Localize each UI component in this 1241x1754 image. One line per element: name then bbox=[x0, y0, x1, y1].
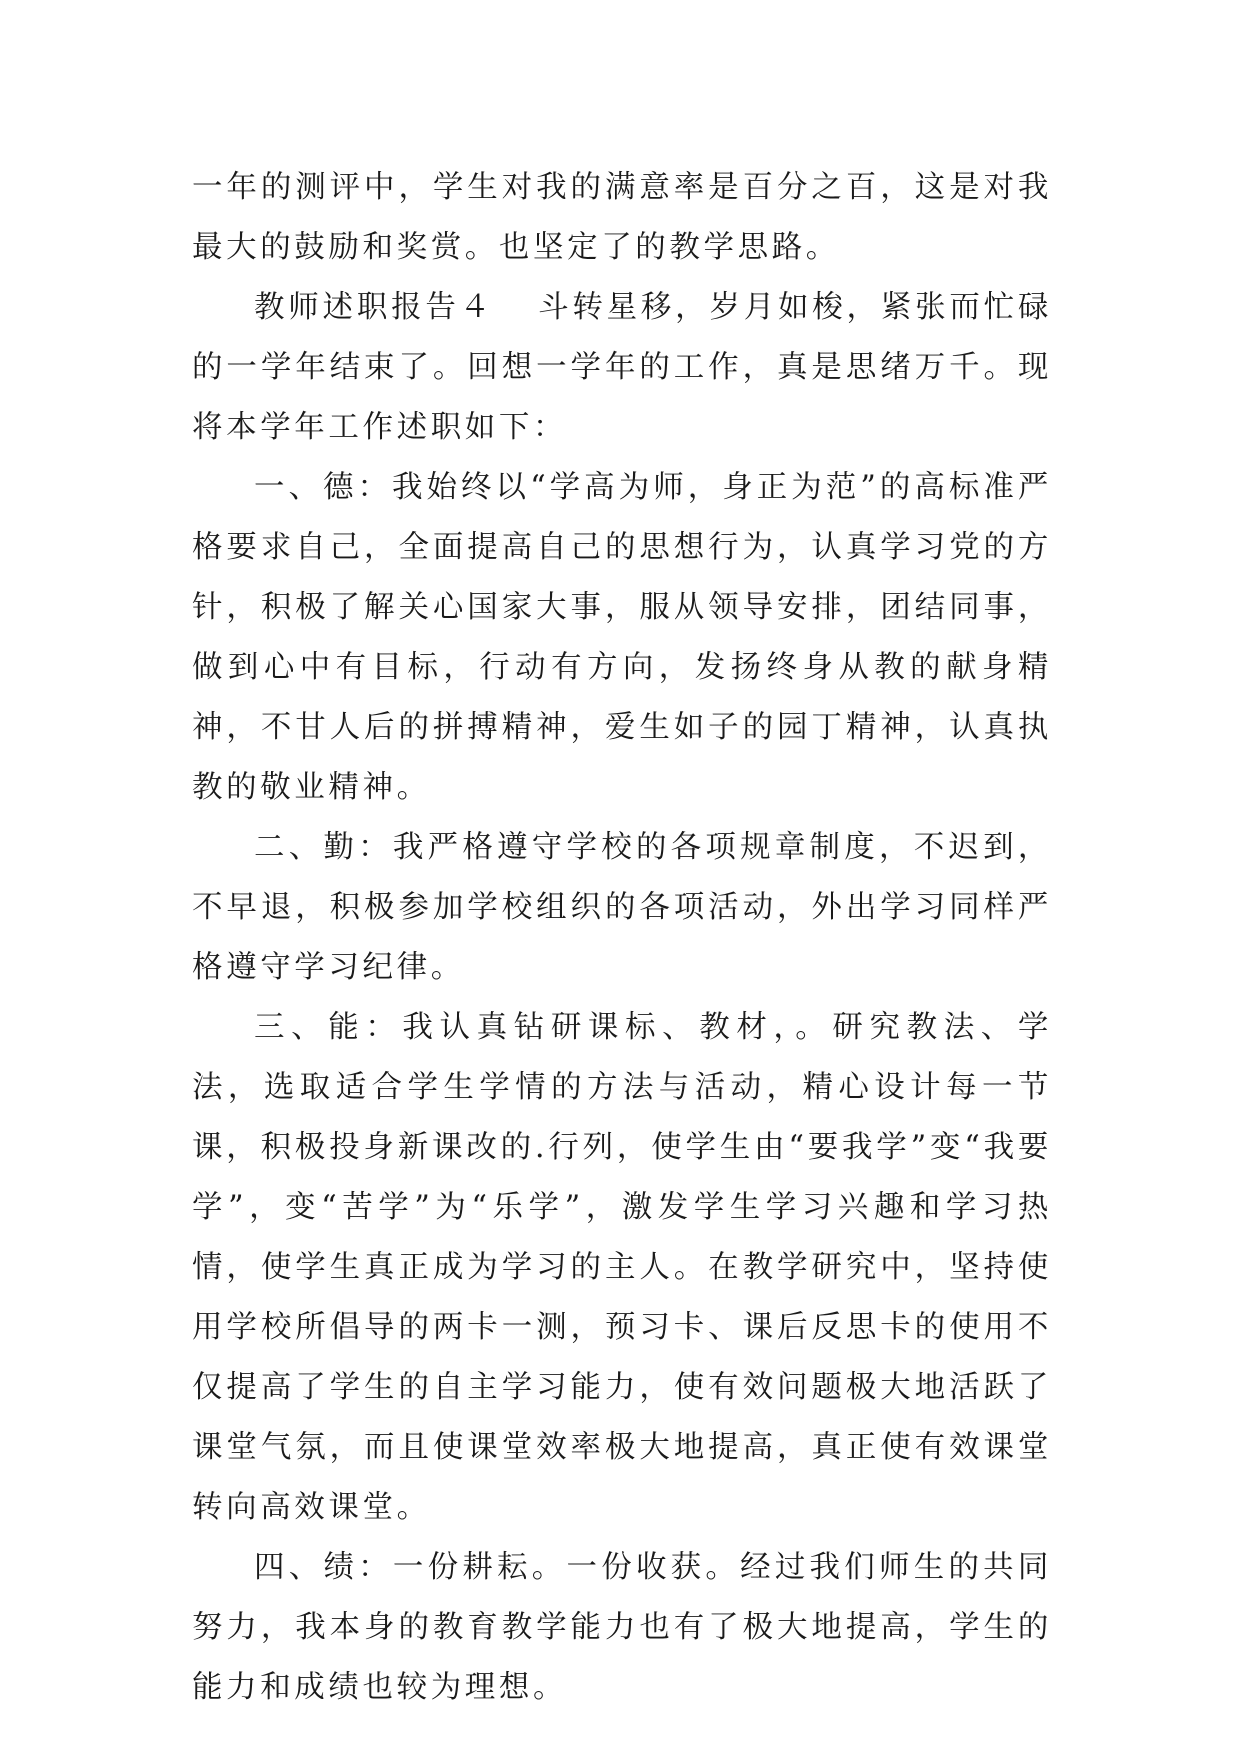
paragraph-diligence: 二、勤：我严格遵守学校的各项规章制度，不迟到，不早退，积极参加学校组织的各项活动，外出学习同样严格遵守学习纪律。 bbox=[192, 830, 1052, 985]
paragraph-ability: 三、能：我认真钻研课标、教材，。研究教法、学法，选取适合学生学情的方法与活动，精心设计每一节课，积极投身新课改的.行列，使学生由“要我学”变“我要学”，变“苦学”为“乐学”，激发学生学习兴趣和学习热情，使学生真正成为学习的主人。在教学研究中，坚持使用学校所倡导的两卡一测，预习卡、课后反思卡的使用不仅提高了学生的自主学习能力，使有效问题极大地活跃了课堂气氛，而且使课堂效率极大地提高，真正使有效课堂转向高效课堂。 bbox=[192, 1010, 1052, 1525]
paragraph-achievement: 四、绩：一份耕耘。一份收获。经过我们师生的共同努力，我本身的教育教学能力也有了极大地提高，学生的能力和成绩也较为理想。 bbox=[192, 1550, 1052, 1705]
section-title: 教师述职报告４ bbox=[254, 290, 494, 325]
document-body bbox=[192, 158, 1052, 1718]
paragraph-section-heading bbox=[192, 278, 1052, 458]
paragraph-morality: 一、德：我始终以“学高为师，身正为范”的高标准严格要求自己，全面提高自己的思想行为，认真学习党的方针，积极了解关心国家大事，服从领导安排，团结同事，做到心中有目标，行动有方向，发扬终身从教的献身精神，不甘人后的拼搏精神，爱生如子的园丁精神，认真执教的敬业精神。 bbox=[192, 470, 1052, 805]
section-opening: 斗转星移，岁月如梭，紧张而忙碌的一学年结束了。回想一学年的工作，真是思绪万千。现将本学年工作述职如下： bbox=[192, 290, 1053, 445]
paragraph-continuation: 一年的测评中，学生对我的满意率是百分之百，这是对我最大的鼓励和奖赏。也坚定了的教学思路。 bbox=[192, 170, 1052, 265]
